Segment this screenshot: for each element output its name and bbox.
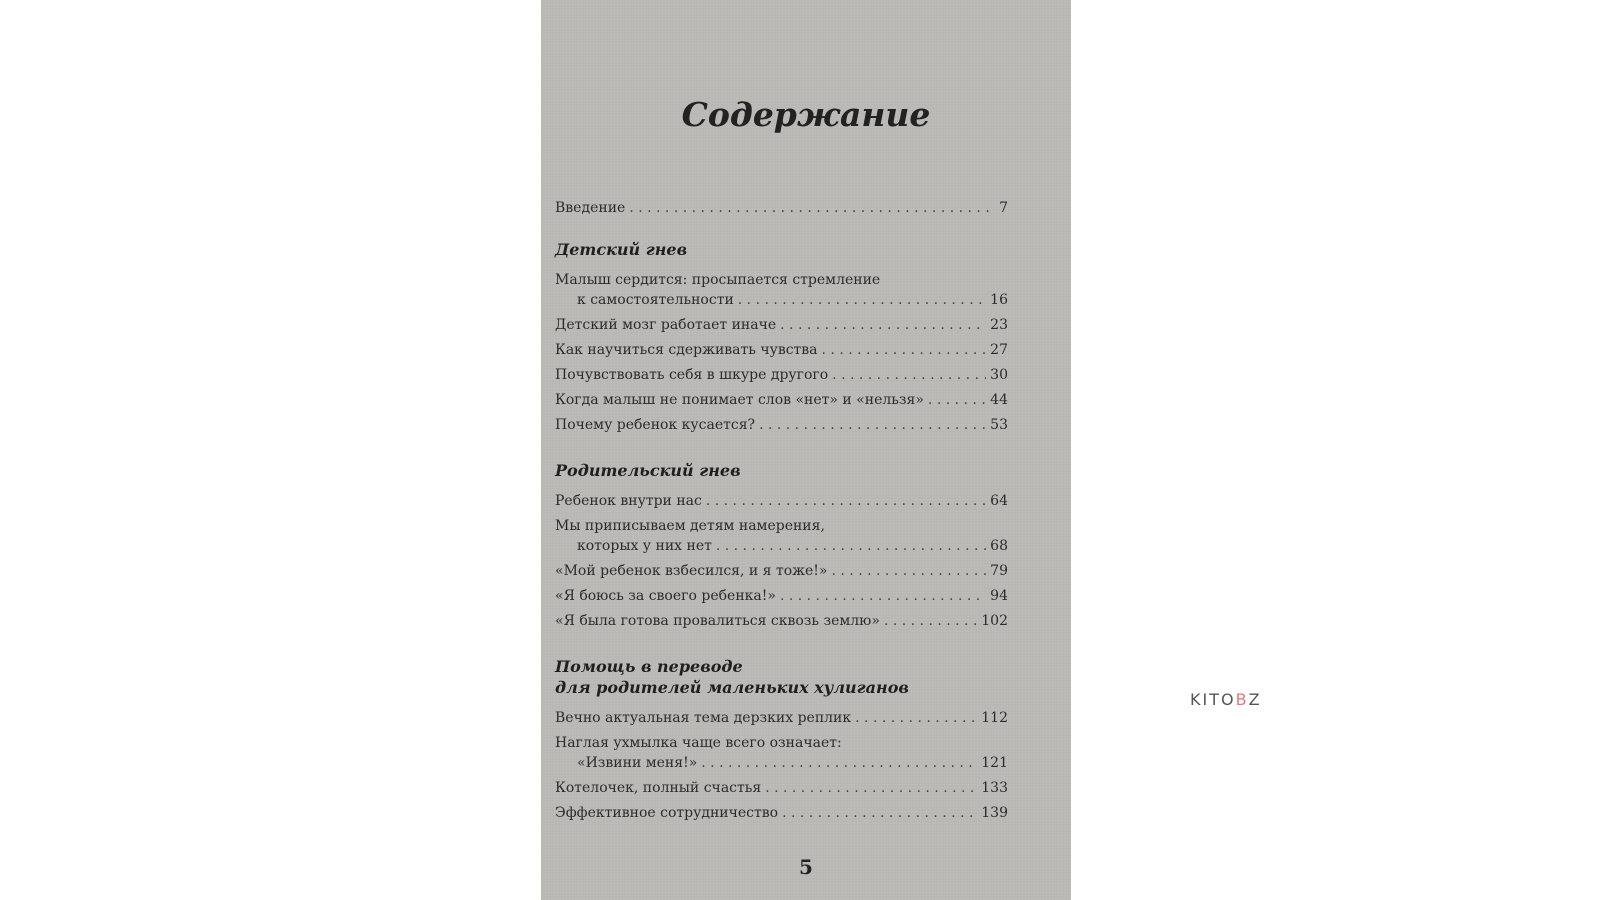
entry-page: 94 — [990, 588, 1008, 604]
entry-page: 139 — [981, 805, 1008, 821]
dot-leader — [765, 778, 977, 798]
dot-leader — [822, 340, 987, 360]
entry-line1: Наглая ухмылка чаще всего означает: — [555, 735, 842, 751]
entry-page: 27 — [990, 342, 1008, 358]
table-of-contents — [555, 198, 1008, 823]
dot-leader — [716, 536, 986, 556]
entry-line1: Малыш сердится: просыпается стремление — [555, 272, 881, 288]
entry-text: Котелочек, полный счастья — [555, 780, 762, 796]
toc-entry — [555, 753, 1008, 773]
toc-entry — [555, 365, 1008, 385]
section-heading: Помощь в переводе — [555, 657, 743, 676]
logo-accent: B — [1235, 690, 1249, 709]
section-heading: Родительский гнев — [555, 461, 741, 480]
entry-text: Ребенок внутри нас — [555, 493, 702, 509]
dot-leader — [706, 491, 986, 511]
entry-page: 53 — [990, 417, 1008, 433]
entry-text: к самостоятельности — [577, 292, 734, 308]
toc-title: Содержание — [681, 95, 931, 134]
entry-page: 16 — [990, 292, 1008, 308]
toc-entry — [555, 536, 1008, 556]
entry-text: «Я боюсь за своего ребенка!» — [555, 588, 776, 604]
dot-leader — [629, 198, 995, 218]
site-logo — [1190, 690, 1262, 709]
dot-leader — [832, 561, 987, 581]
dot-leader — [759, 415, 986, 435]
entry-text: Вечно актуальная тема дерзких реплик — [555, 710, 852, 726]
book-page — [541, 0, 1071, 900]
entry-page: 79 — [990, 563, 1008, 579]
toc-entry — [555, 586, 1008, 606]
entry-text: Почувствовать себя в шкуре другого — [555, 367, 829, 383]
entry-text: «Мой ребенок взбесился, и я тоже!» — [555, 563, 828, 579]
entry-page: 23 — [990, 317, 1008, 333]
entry-text: «Извини меня!» — [577, 755, 698, 771]
dot-leader — [855, 708, 977, 728]
toc-entry — [555, 708, 1008, 728]
toc-entry — [555, 415, 1008, 435]
dot-leader — [884, 611, 977, 631]
entry-line1: Мы приписываем детям намерения, — [555, 518, 825, 534]
toc-entry — [555, 803, 1008, 823]
entry-text: «Я была готова провалиться сквозь землю» — [555, 613, 880, 629]
dot-leader — [738, 290, 986, 310]
entry-page: 64 — [990, 493, 1008, 509]
entry-page: 133 — [981, 780, 1008, 796]
logo-suffix: Z — [1248, 690, 1262, 709]
entry-page: 7 — [999, 200, 1008, 216]
toc-entry — [555, 340, 1008, 360]
toc-entry — [555, 390, 1008, 410]
toc-entry — [555, 491, 1008, 511]
page-number: 5 — [799, 855, 813, 879]
toc-entry — [555, 778, 1008, 798]
entry-text: Детский мозг работает иначе — [555, 317, 777, 333]
toc-entry — [555, 561, 1008, 581]
toc-entry-intro — [555, 198, 1008, 218]
entry-text: Почему ребенок кусается? — [555, 417, 756, 433]
entry-text: Как научиться сдерживать чувства — [555, 342, 818, 358]
entry-page: 102 — [981, 613, 1008, 629]
dot-leader — [782, 803, 977, 823]
toc-entry — [555, 611, 1008, 631]
entry-text: Когда малыш не понимает слов «нет» и «нельзя» — [555, 392, 924, 408]
dot-leader — [928, 390, 986, 410]
dot-leader — [832, 365, 986, 385]
entry-page: 112 — [981, 710, 1008, 726]
section-heading-line2: для родителей маленьких хулиганов — [555, 678, 909, 697]
entry-text: Эффективное сотрудничество — [555, 805, 779, 821]
entry-page: 30 — [990, 367, 1008, 383]
entry-text: которых у них нет — [577, 538, 712, 554]
entry-page: 44 — [990, 392, 1008, 408]
entry-page: 121 — [981, 755, 1008, 771]
logo-prefix: KITO — [1190, 690, 1236, 709]
toc-entry — [555, 315, 1008, 335]
entry-text: Введение — [555, 200, 626, 216]
dot-leader — [780, 315, 986, 335]
dot-leader — [701, 753, 977, 773]
entry-page: 68 — [990, 538, 1008, 554]
toc-entry — [555, 290, 1008, 310]
dot-leader — [780, 586, 986, 606]
section-heading: Детский гнев — [555, 240, 688, 259]
